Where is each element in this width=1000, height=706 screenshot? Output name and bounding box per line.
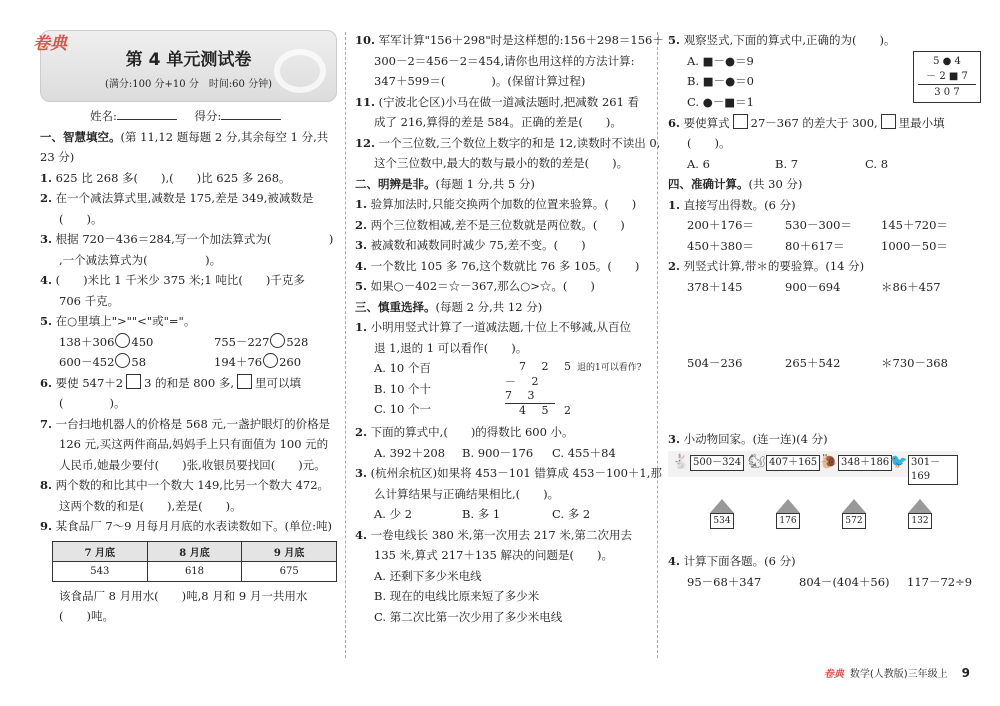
column-divider [657,32,658,658]
question-6: 6. 要使 547＋2 3 的和是 800 多, 里可以填 [40,375,301,390]
choice-5: 5. 观察竖式,下面的算式中,正确的为( )。 [668,33,896,47]
footer-logo: 卷典 [823,669,844,680]
book-name: 数学(人教版)三年级上 [849,669,948,680]
page-footer [824,665,970,680]
question-6-cont: ( )。 [59,396,126,410]
question-7: 7. 一台扫地机器人的价格是 568 元,一盏护眼灯的价格是 [40,416,331,431]
animal-expression[interactable]: 407＋165 [766,455,820,471]
roof-icon [776,499,800,513]
table-header-cell: 7 月底 [53,541,148,561]
animal-matching [668,451,968,551]
annotation-note: 退的1可以看作? [577,363,642,373]
name-score-line [40,106,335,127]
choice-1-cont: 退 1,退的 1 可以看作( )。 [374,340,528,355]
blank-box[interactable] [237,374,252,389]
option-c[interactable]: C. 10 个一 [374,402,431,416]
option-a[interactable]: A. 6 [687,156,710,171]
oral-row: 200＋176＝ 530－300＝ 145＋720＝ [687,218,948,232]
cloud-decoration-icon [274,49,326,93]
choice-4: 4. 一卷电线长 380 米,第一次用去 217 米,第二次用去 [355,527,633,542]
question-5: 5. 在○里填上">""<"或"="。 [40,314,196,328]
question-3: 3. 根据 720－436＝284,写一个加法算式为( ) [40,232,334,246]
problem-1: 1. 直接写出得数。(6 分) [668,197,796,212]
choice-2-options [355,443,645,464]
oral-row: 450＋380＝ 80＋617＝ 1000－50＝ [687,238,948,253]
bird-icon: 🐦 [890,454,908,470]
option-b[interactable]: B. ■－●＝0 [687,74,754,88]
question-7-cont: 126 元,买这两件商品,妈妈手上只有面值为 100 元的 [59,437,329,451]
animal-row [668,451,958,482]
question-8-cont: 这两个数的和是( ),差是( )。 [59,498,242,513]
column-1 [33,30,335,627]
question-4-cont: 706 千克。 [59,293,120,308]
question-11-cont: 成了 216,算得的差是 584。正确的差是( )。 [374,115,622,129]
question-2-cont: ( )。 [59,211,103,226]
roof-icon [842,499,866,513]
judge-2: 2. 两个三位数相减,差不是三位数就是两位数。( ) [355,217,625,232]
option-b[interactable]: B. 多 1 [462,507,501,521]
choice-1: 1. 小明用竖式计算了一道减法题,十位上不够减,从百位 [355,320,631,334]
question-8: 8. 两个数的和比其中一个数大 149,比另一个数大 472。 [40,478,330,492]
compare-circle[interactable] [115,333,130,348]
question-9-cont: ( )吨。 [59,609,114,623]
judge-3: 3. 被减数和减数同时减少 75,差不变。( ) [355,238,586,252]
option-c[interactable]: C. ●－■＝1 [687,94,754,109]
question-4: 4. ( )米比 1 千米少 375 米;1 吨比( )千克多 [40,273,305,287]
squirrel-icon: 🐿 [748,454,766,470]
table-cell: 543 [53,561,148,581]
animal-expression[interactable]: 500－324 [690,455,744,471]
question-12: 12. 一个三位数,三个数位上数字的和是 12,读数时不读出 0, [355,135,661,150]
option-a[interactable]: A. 还剩下多少米电线 [374,568,482,583]
table-cell: 618 [147,561,242,581]
problem-2: 2. 列竖式计算,带＊的要验算。(14 分) [668,259,865,273]
column-divider [345,32,346,658]
logo: 卷典 [33,34,67,54]
column-2 [355,30,664,627]
choice-3: 3. (杭州余杭区)如果将 453－101 错算成 453－100＋1,那 [355,466,662,480]
compare-row: 138＋306 450 755－227 528 [59,334,309,349]
page-title: 第 4 单元测试卷 [125,50,252,70]
compare-circle[interactable] [115,353,130,368]
option-a[interactable]: A. ■－●＝9 [687,53,754,68]
choice-6-cont: ( )。 [687,136,731,150]
rabbit-icon: 🐇 [672,454,690,470]
section-2-heading: 二、明辨是非。(每题 1 分,共 5 分) [355,176,535,191]
vertical-calc-row: 504－236 265＋542 ＊730－368 [687,355,948,370]
section-1-note: 23 分) [40,150,75,164]
question-3-cont: ,一个减法算式为( )。 [59,252,222,267]
blank-box[interactable] [881,114,896,129]
house[interactable]: 534 [710,499,734,529]
judge-4: 4. 一个数比 105 多 76,这个数就比 76 多 105。( ) [355,258,640,273]
choice-3-options [355,504,645,525]
mixed-calc-row: 95－68＋347 804－(404＋56) 117－72÷9 [687,574,973,589]
house[interactable]: 132 [908,499,932,529]
option-b[interactable]: B. 900－176 [462,445,534,460]
choice-1-options [355,358,645,422]
vertical-figure: 5 ● 4 － 2 ■ 7 3 0 7 [913,51,981,103]
compare-row: 600－452 58 194＋76 260 [59,355,302,369]
section-3-heading: 三、慎重选择。(每题 2 分,共 12 分) [355,299,543,314]
option-b[interactable]: B. 10 个十 [374,381,432,396]
choice-4-cont: 135 米,算式 217＋135 解决的问题是( )。 [374,548,613,562]
page-number: 9 [961,666,970,680]
table-header-cell: 8 月底 [147,541,242,561]
blank-box[interactable] [126,374,141,389]
choice-6-options [668,154,968,175]
blank-box[interactable] [733,114,748,129]
judge-1: 1. 验算加法时,只能交换两个加数的位置来验算。( ) [355,197,637,211]
section-4-heading: 四、准确计算。(共 30 分) [668,177,803,191]
choice-3-cont: 么计算结果与正确结果相比,( )。 [374,486,560,501]
compare-circle[interactable] [270,333,285,348]
vertical-subtraction: 7 2 5退的1可以看作? － 2 7 3 4 5 2 [505,360,642,417]
question-10: 10. 军军计算"156＋298"时是这样想的:156＋298＝156＋ [355,33,664,47]
option-c[interactable]: C. 第二次比第一次少用了多少米电线 [374,609,563,624]
name-label: 姓名: [90,109,117,123]
question-7-cont: 人民币,她最少要付( )张,收银员要找回( )元。 [59,457,326,472]
house[interactable]: 572 [842,499,866,529]
roof-icon [710,499,734,513]
problem-3: 3. 小动物回家。(连一连)(4 分) [668,431,828,446]
table-cell: 675 [242,561,337,581]
choice-6: 6. 要使算式 27－367 的差大于 300, 里最小填 [668,115,945,130]
option-c[interactable]: C. 8 [865,156,889,171]
animal-expression[interactable]: 348＋186 [838,455,892,471]
question-10-cont: 347＋599＝( )。(保留计算过程) [374,74,586,88]
option-a[interactable]: A. 392＋208 [374,445,446,460]
compare-circle[interactable] [263,353,278,368]
question-1: 1. 625 比 268 多( ),( )比 625 多 268。 [40,170,291,185]
section-1-heading: 一、智慧填空。(第 11,12 题每题 2 分,其余每空 1 分,共 [40,129,329,144]
house[interactable]: 176 [776,499,800,529]
question-9-cont: 该食品厂 8 月用水( )吨,8 月和 9 月一共用水 [59,588,308,603]
roof-icon [908,499,932,513]
option-c[interactable]: C. 455＋84 [552,445,616,460]
page-subtitle: (满分:100 分+10 分 时间:60 分钟) [105,79,272,90]
option-a[interactable]: A. 10 个百 [374,361,431,375]
name-field[interactable] [117,119,177,120]
judge-5: 5. 如果○－402＝☆－367,那么○>☆。( ) [355,279,595,293]
choice-5-options [668,51,968,113]
question-11: 11. (宁波北仑区)小马在做一道减法题时,把减数 261 看 [355,94,640,109]
question-12-cont: 这个三位数中,最大的数与最小的数的差是( )。 [374,156,629,170]
option-c[interactable]: C. 多 2 [552,507,591,521]
question-2: 2. 在一个减法算式里,减数是 175,差是 349,被减数是 [40,191,314,205]
column-3 [668,30,973,592]
choice-2: 2. 下面的算式中,( )的得数比 600 小。 [355,425,574,439]
question-9: 9. 某食品厂 7～9 月每月月底的水表读数如下。(单位:吨) [40,519,332,533]
snail-icon: 🐌 [820,454,838,470]
question-10-cont: 300－2＝456－2＝454,请你也用这样的方法计算: [374,53,635,68]
option-b[interactable]: B. 7 [775,156,799,171]
test-header [33,30,337,102]
score-field[interactable] [221,119,281,120]
vertical-calc-row: 378＋145 900－694 ＊86＋457 [687,279,941,294]
option-a[interactable]: A. 少 2 [374,507,413,521]
score-label: 得分: [194,109,222,123]
problem-4: 4. 计算下面各题。(6 分) [668,554,796,568]
water-meter-table [52,541,337,582]
animal-expression[interactable]: 301－169 [908,455,958,485]
option-b[interactable]: B. 现在的电线比原来短了多少米 [374,589,540,603]
table-header-cell: 9 月底 [242,541,337,561]
